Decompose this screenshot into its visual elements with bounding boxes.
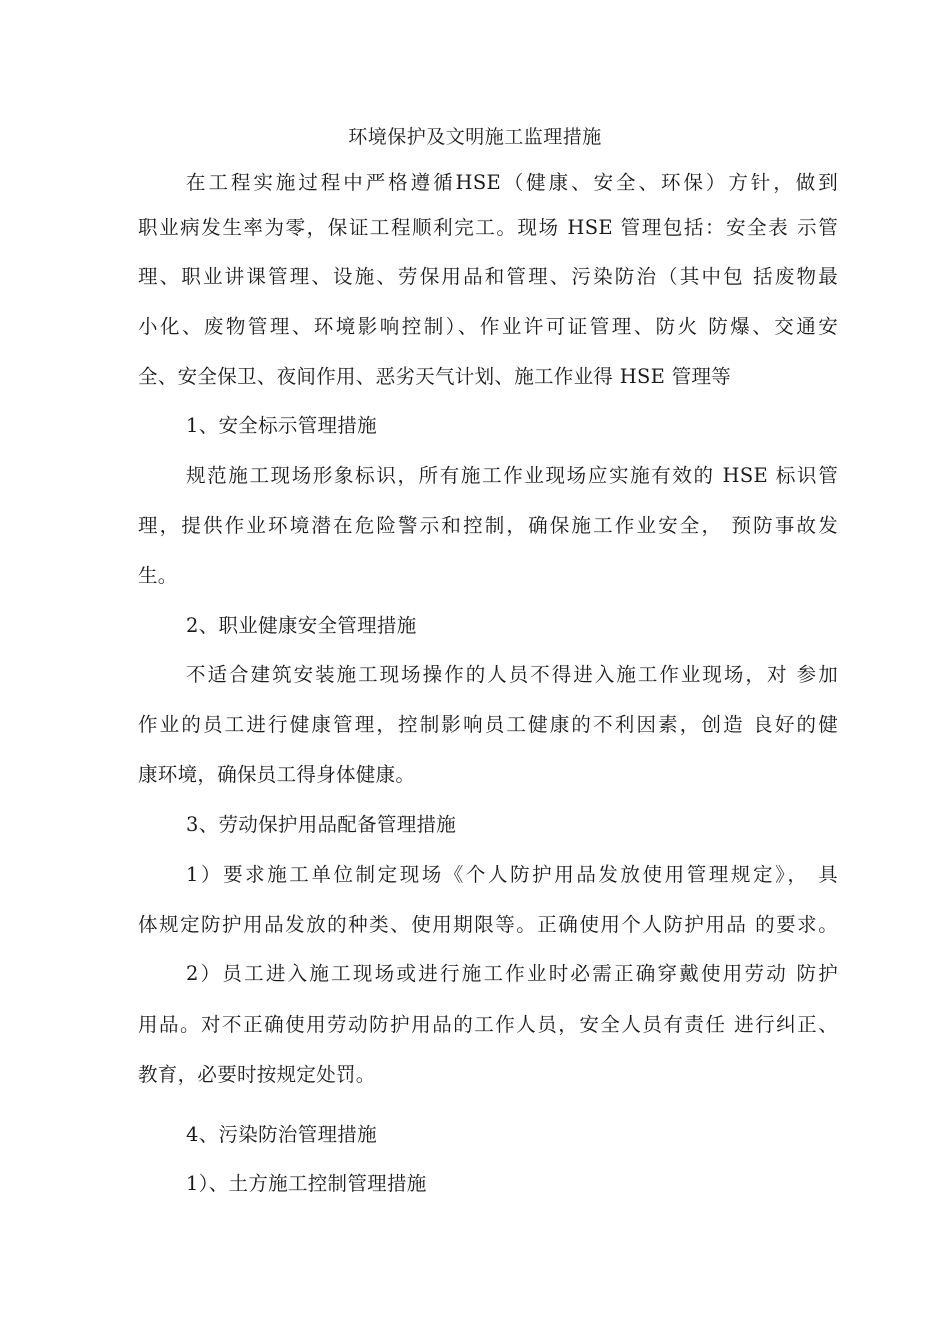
section-3-item-1-line-2: 体规定防护用品发放的种类、使用期限等。正确使用个人防护用品 的要求。: [138, 913, 838, 936]
section-1-line-3: 生。: [138, 564, 178, 587]
section-2-line-3: 康环境，确保员工得身体健康。: [138, 763, 416, 786]
section-2-line-1: 不适合建筑安装施工现场操作的人员不得进入施工作业现场，对 参加: [186, 663, 838, 686]
document-title: 环境保护及文明施工监理措施: [348, 126, 602, 148]
section-1-line-2: 理，提供作业环境潜在危险警示和控制，确保施工作业安全， 预防事故发: [138, 514, 838, 537]
section-4-sub-1: 1）、土方施工控制管理措施: [186, 1172, 427, 1195]
section-2-heading: 2、职业健康安全管理措施: [186, 614, 417, 637]
intro-line-2: 职业病发生率为零，保证工程顺利完工。现场 HSE 管理包括：安全表 示管: [138, 216, 838, 239]
section-3-item-1-line-1: 1）要求施工单位制定现场《个人防护用品发放使用管理规定》， 具: [186, 863, 838, 886]
section-1-heading: 1、安全标示管理措施: [186, 414, 377, 437]
section-1-line-1: 规范施工现场形象标识，所有施工作业现场应实施有效的 HSE 标识管: [186, 464, 838, 487]
section-3-item-2-line-1: 2）员工进入施工现场或进行施工作业时必需正确穿戴使用劳动 防护: [186, 962, 838, 985]
section-4-heading: 4、污染防治管理措施: [186, 1123, 377, 1146]
intro-line-5: 全、安全保卫、夜间作用、恶劣天气计划、施工作业得 HSE 管理等: [138, 365, 732, 388]
intro-line-4: 小化、废物管理、环境影响控制）、作业许可证管理、防火 防爆、交通安: [138, 315, 838, 338]
section-3-item-2-line-3: 教育，必要时按规定处罚。: [138, 1063, 376, 1086]
intro-line-1: 在工程实施过程中严格遵循HSE（健康、安全、环保）方针，做到: [186, 171, 838, 194]
section-3-item-2-line-2: 用品。对不正确使用劳动防护用品的工作人员，安全人员有责任 进行纠正、: [138, 1013, 838, 1036]
section-3-heading: 3、劳动保护用品配备管理措施: [186, 813, 457, 836]
section-2-line-2: 作业的员工进行健康管理，控制影响员工健康的不利因素，创造 良好的健: [138, 713, 838, 736]
intro-line-3: 理、职业讲课管理、设施、劳保用品和管理、污染防治（其中包 括废物最: [138, 265, 838, 288]
